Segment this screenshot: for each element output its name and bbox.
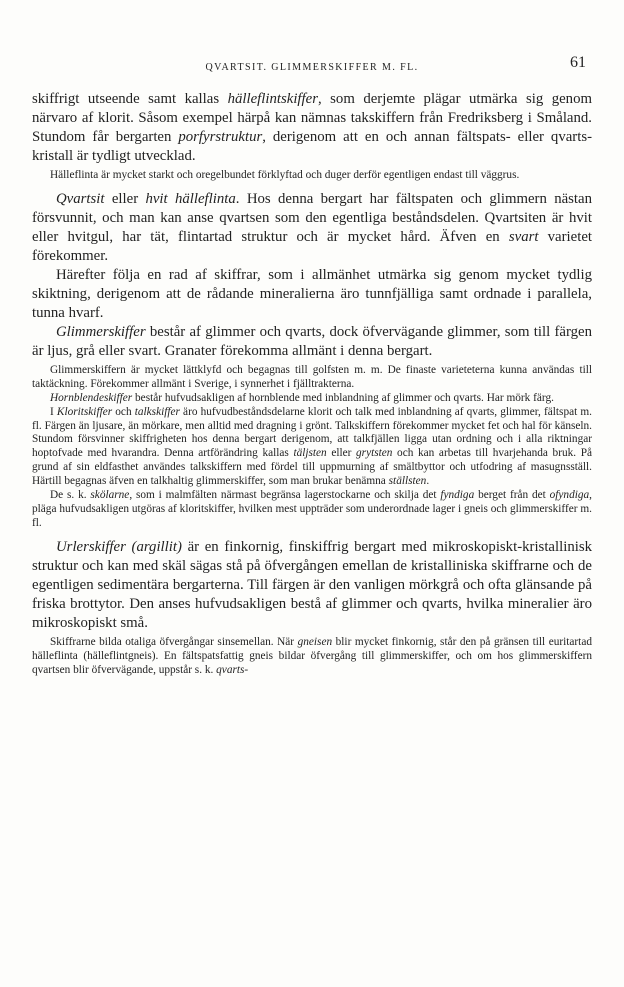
text-run: eller bbox=[326, 447, 357, 460]
italic-term: ofyndiga bbox=[549, 489, 590, 502]
italic-term: Urlerskiffer (argillit) bbox=[56, 538, 182, 555]
paragraph-urlerskiffer bbox=[32, 538, 592, 633]
text-run: , som i malmfälten närmast begränsa lagerstockarne och skilja det bbox=[129, 489, 441, 502]
paragraph-qvartsit bbox=[32, 190, 592, 266]
note-öfvergångar bbox=[32, 636, 592, 678]
italic-term: porfyrstruktur bbox=[178, 129, 263, 145]
italic-term: gneisen bbox=[297, 635, 333, 648]
text-run: , pläga hufvudsakligen utgöras af kloritskiffer, hvilken mest uppträder som underordnade lager i gneis och glimmerskiffer m. fl. bbox=[32, 489, 592, 529]
text-run: består af glimmer och qvarts, dock öfvervägande glimmer, som till färgen är ljus, grå eller svart. Granater förekomma allmänt i denna bergart. bbox=[32, 323, 592, 359]
text-run: skiffrigt utseende samt kallas bbox=[32, 91, 228, 107]
note-glimmerskiffer-usage bbox=[32, 364, 592, 392]
italic-term: hälleflintskiffer bbox=[227, 91, 318, 107]
running-head: QVARTSIT. GLIMMERSKIFFER M. FL. bbox=[205, 62, 419, 73]
italic-term: Glimmerskiffer bbox=[56, 323, 146, 340]
text-run: , derigenom att en och annan fältspats- eller qvarts-kristall är tydligt utvecklad. bbox=[32, 129, 593, 164]
text-run: är en finkornig, finskiffrig bergart med mikroskopiskt-kristallinisk struktur och kan med skäl sägas stå på öfvergången emellan de kristalliniska skiffrarne och de egentligen sedimentära bergarterna. Till färgen är den vanligen mörkgrå och ofta glänsande på friska brottytor. Den anses hufvudsakligen bestå af glimmer och qvarts, hvilka mineralier äro mikroskopiskt små. bbox=[32, 538, 592, 631]
text-run: Glimmerskiffern är mycket lättklyfd och begagnas till golfsten m. m. De finaste varieteterna kunna användas till taktäckning. Förekommer allmänt i Sverige, i synnerhet i fjälltrakterna. bbox=[32, 363, 592, 390]
paragraph-skiffrar bbox=[32, 266, 592, 323]
page-header bbox=[32, 50, 592, 82]
italic-term: skölarne bbox=[90, 489, 130, 502]
paragraph-hälleflintskiffer bbox=[32, 90, 592, 166]
note-hornblendeskiffer bbox=[32, 392, 592, 406]
text-run: . bbox=[426, 475, 430, 488]
note-skölarne bbox=[32, 489, 592, 531]
note-klorit-talkskiffer bbox=[32, 406, 592, 489]
text-run: består hufvudsakligen af hornblende med inblandning af glimmer och qvarts. Har mörk färg. bbox=[132, 391, 554, 404]
paragraph-glimmerskiffer bbox=[32, 323, 592, 361]
text-run: eller bbox=[104, 190, 146, 207]
text-run: varietet förekommer. bbox=[32, 228, 593, 264]
body-text bbox=[32, 90, 592, 678]
text-run: äro hufvudbeståndsdelarne klorit och talk med inblandning af qvarts, glimmer, fältspat m. fl. Färgen än ljusare, än mörkare, men alltid med dragning i grönt. Talkskiffern förekommer mycket fet och hal för känseln. Stundom försvinner skiffrigheten hos denna bergart derigenom, att talkfjällen ligga utan ordning och i alla riktningar hoptofvade med hvarandra. Denna artförändring kallas bbox=[32, 405, 592, 460]
text-run: berget från det bbox=[474, 489, 550, 502]
text-run: . Hos denna bergart har fältspaten och glimmern nästan försvunnit, och man kan anse qvartsen som den egentliga beståndsdelen. Qvartsiten är hvit eller hvitgul, har tät, flintartad struktur och är mycket hård. Äfven en bbox=[32, 190, 592, 245]
italic-term: qvarts- bbox=[216, 663, 249, 676]
italic-term: Qvartsit bbox=[56, 190, 105, 207]
text-run: Hälleflinta är mycket starkt och oregelbundet förklyftad och duger derför egentligen endast till väggrus. bbox=[50, 169, 520, 181]
italic-term: ställsten bbox=[388, 475, 427, 488]
italic-term: talkskiffer bbox=[134, 405, 180, 418]
italic-term: Kloritskiffer bbox=[56, 405, 113, 418]
text-run: och kan arbetas till hvarjehanda bruk. På grund af sin eldfasthet användes talkskiffern med fördel till uppmurning af smältbyttor och utfodring af masugnsställ. Härtill begagnas äfven en talkhaltig glimmerskiffer, som man brukar benämna bbox=[32, 447, 592, 488]
italic-term: täljsten bbox=[293, 447, 327, 460]
text-run: blir mycket finkornig, står den på gränsen till euritartad hälleflinta (hälleflintgneis). En fältspatsfattig gneis bildar öfvergång till glimmerskiffer, och om hos glimmerskiffern qvartsen blir öfvervägande, uppstår s. k. bbox=[32, 635, 592, 676]
text-run: Härefter följa en rad af skiffrar, som i allmänhet utmärka sig genom mycket tydlig skiktning, derigenom att de rådande mineralierna äro tunnfjälliga samt ordnade i parallela, tunna hvarf. bbox=[32, 266, 592, 321]
text-run: och bbox=[112, 405, 135, 418]
italic-term: svart bbox=[508, 228, 539, 245]
italic-term: hvit hälleflinta bbox=[145, 190, 236, 207]
text-run: Skiffrarne bilda otaliga öfvergångar sinsemellan. När bbox=[50, 635, 298, 648]
italic-term: grytsten bbox=[356, 447, 393, 460]
page-number: 61 bbox=[570, 54, 586, 71]
italic-term: fyndiga bbox=[440, 489, 475, 502]
text-run: I bbox=[50, 405, 57, 418]
text-run: De s. k. bbox=[50, 489, 91, 502]
text-run: , som derjemte plägar utmärka sig genom närvaro af klorit. Såsom exempel härpå kan nämnas takskiffern från Fredriksberg i Småland. Stundom får bergarten bbox=[32, 91, 592, 145]
italic-term: Hornblendeskiffer bbox=[50, 391, 133, 404]
note-hälleflinta-usage bbox=[32, 169, 592, 183]
